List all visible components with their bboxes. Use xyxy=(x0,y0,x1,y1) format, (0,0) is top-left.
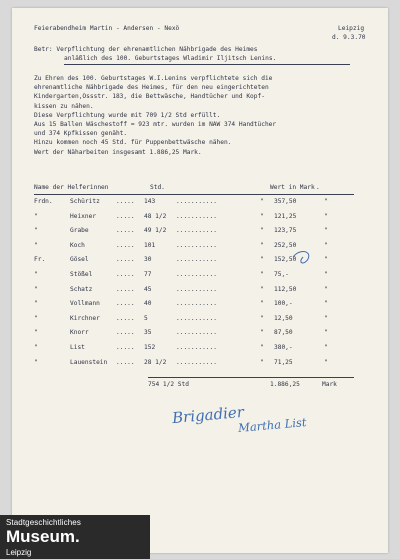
row-name: List xyxy=(70,344,85,351)
row-ditto: " xyxy=(324,198,328,205)
row-value: 112,50 xyxy=(274,285,297,293)
row-leader: ..... xyxy=(116,256,135,264)
col-header-hours: Std. xyxy=(150,184,165,191)
row-hours: 30 xyxy=(144,256,152,264)
row-value: 252,50 xyxy=(274,241,297,249)
row-title: Fr. xyxy=(34,256,46,264)
row-hours: 35 xyxy=(144,329,152,337)
row-value: 380,- xyxy=(274,344,293,351)
total-value: 1.886,25 xyxy=(270,381,300,388)
row-title: " xyxy=(34,344,38,351)
row-ditto: " xyxy=(324,271,328,278)
logo-line-2: Museum. xyxy=(6,527,80,546)
total-rule xyxy=(148,377,354,378)
row-leader: ........... xyxy=(176,314,217,322)
row-ditto: " xyxy=(260,271,264,278)
total-hours: 754 1/2 Std xyxy=(148,381,189,388)
row-leader: ..... xyxy=(116,285,135,293)
date: d. 9.3.70 xyxy=(332,34,366,41)
row-leader: ........... xyxy=(176,227,217,235)
row-value: 87,50 xyxy=(274,329,293,337)
row-leader: ........... xyxy=(176,271,217,278)
logo-line-3: Leipzig xyxy=(6,548,32,557)
row-leader: ........... xyxy=(176,241,217,249)
row-leader: ..... xyxy=(116,241,135,249)
sender: Feierabendheim Martin - Andersen - Nexö xyxy=(34,25,180,32)
row-ditto: " xyxy=(324,256,328,264)
row-name: Koch xyxy=(70,241,85,249)
row-leader: ........... xyxy=(176,256,217,264)
row-title: " xyxy=(34,271,38,278)
row-ditto: " xyxy=(260,344,264,351)
row-leader: ..... xyxy=(116,227,135,235)
col-header-value: Wert in Mark xyxy=(270,184,315,191)
subject-line-1: Betr: Verpflichtung der ehrenamtlichen Nähbrigade des Heimes xyxy=(34,46,258,53)
row-leader: ........... xyxy=(176,329,217,337)
header-rule xyxy=(34,194,354,195)
row-hours: 101 xyxy=(144,241,156,249)
row-ditto: " xyxy=(260,358,264,366)
row-title: " xyxy=(34,285,38,293)
body-line: Zu Ehren des 100. Geburtstages W.I.Lenins verpflichtete sich die xyxy=(34,75,273,82)
row-title: Frdn. xyxy=(34,198,53,205)
row-name: Vollmann xyxy=(70,300,100,308)
row-ditto: " xyxy=(324,329,328,337)
row-value: 123,75 xyxy=(274,227,297,235)
row-name: Gösel xyxy=(70,256,89,264)
row-value: 100,- xyxy=(274,300,293,308)
row-title: " xyxy=(34,314,38,322)
subject-line-2: anläßlich des 100. Geburtstages Wladimir Iljitsch Lenins. xyxy=(64,55,277,62)
row-name: Schüritz xyxy=(70,198,100,205)
row-ditto: " xyxy=(324,300,328,308)
row-ditto: " xyxy=(260,256,264,264)
total-currency: Mark xyxy=(322,381,337,388)
row-hours: 40 xyxy=(144,300,152,308)
subject-underline xyxy=(64,64,350,65)
body-line: Aus 15 Ballen Wäschestoff = 923 mtr. wurden im NAW 374 Handtücher xyxy=(34,121,277,128)
row-name: Stößel xyxy=(70,271,93,278)
row-leader: ..... xyxy=(116,344,135,351)
row-ditto: " xyxy=(324,227,328,235)
row-ditto: " xyxy=(260,227,264,235)
row-hours: 77 xyxy=(144,271,152,278)
row-value: 121,25 xyxy=(274,212,297,220)
row-leader: ........... xyxy=(176,358,217,366)
row-ditto: " xyxy=(324,212,328,220)
row-leader: ..... xyxy=(116,314,135,322)
row-hours: 5 xyxy=(144,314,148,322)
row-title: " xyxy=(34,358,38,366)
row-hours: 49 1/2 xyxy=(144,227,167,235)
row-ditto: " xyxy=(324,358,328,366)
row-name: Lauenstein xyxy=(70,358,108,366)
row-leader: ........... xyxy=(176,285,217,293)
row-leader: ........... xyxy=(176,212,217,220)
body-line: kissen zu nähen. xyxy=(34,102,94,110)
row-title: " xyxy=(34,300,38,308)
pencil-mark xyxy=(290,247,314,271)
row-ditto: " xyxy=(260,198,264,205)
body-line: und 374 Kpfkissen genäht. xyxy=(34,130,128,138)
row-hours: 45 xyxy=(144,285,152,293)
row-name: Schatz xyxy=(70,285,93,293)
body-line: Hinzu kommen noch 45 Std. für Puppenbettwäsche nähen. xyxy=(34,139,232,147)
signature-name: Martha List xyxy=(237,415,307,435)
row-ditto: " xyxy=(324,314,328,322)
row-ditto: " xyxy=(260,314,264,322)
row-leader: ..... xyxy=(116,329,135,337)
museum-logo xyxy=(0,515,150,559)
row-name: Knorr xyxy=(70,329,89,337)
row-leader: ........... xyxy=(176,300,217,308)
row-ditto: " xyxy=(260,285,264,293)
row-leader: ........... xyxy=(176,344,217,351)
row-leader: ..... xyxy=(116,198,135,205)
row-value: 71,25 xyxy=(274,358,293,366)
row-value: 12,50 xyxy=(274,314,293,322)
row-title: " xyxy=(34,329,38,337)
row-ditto: " xyxy=(324,241,328,249)
row-leader: ..... xyxy=(116,358,135,366)
city: Leipzig xyxy=(338,25,365,32)
row-value: 357,50 xyxy=(274,198,297,205)
signature-role: Brigadier xyxy=(171,402,245,428)
row-title: " xyxy=(34,241,38,249)
logo-line-1: Stadtgeschichtliches xyxy=(6,518,81,527)
row-name: Grabe xyxy=(70,227,89,235)
col-header-name: Name der Helferinnen xyxy=(34,184,109,191)
row-hours: 48 1/2 xyxy=(144,212,167,220)
row-ditto: " xyxy=(324,344,328,351)
row-ditto: " xyxy=(260,241,264,249)
row-ditto: " xyxy=(260,212,264,220)
body-line: Kindergarten,Ossstr. 183, die Bettwäsche, Handtücher und Kopf- xyxy=(34,93,265,101)
row-value: 152,50 xyxy=(274,256,297,264)
row-value: 75,- xyxy=(274,271,289,278)
row-hours: 28 1/2 xyxy=(144,358,167,366)
row-title: " xyxy=(34,212,38,220)
row-leader: ........... xyxy=(176,198,217,205)
row-ditto: " xyxy=(260,300,264,308)
body-line: Wert der Näharbeiten insgesamt 1.886,25 Mark. xyxy=(34,148,202,156)
row-hours: 152 xyxy=(144,344,156,351)
row-ditto: " xyxy=(324,285,328,293)
row-hours: 143 xyxy=(144,198,156,205)
document-page: Feierabendheim Martin - Andersen - Nexö Leipzig d. 9.3.70 Betr: Verpflichtung der ehrenamtlichen Nähbrigade des Heimes anläßlich des 100. Geburtstages Wladimir Iljitsch Lenins. Zu Ehren des 100. Geburtstages W.I.Lenins verpflichtete sich die ehrenamtliche Nähbrigade des Heimes, für den neu eingerichteten Kindergarten,Ossstr. 183, die Bettwäsche, Handtücher und Kopf- kissen zu nähen. Diese Verpflichtung wurde mit 709 1/2 Std erfüllt. Aus 15 Ballen Wäschestoff = 923 mtr. wurden im NAW 374 Handtücher und 374 Kpfkissen genäht. Hinzu kommen noch 45 Std. für Puppenbettwäsche nähen. Wert der Näharbeiten insgesamt 1.886,25 Mark. Name der Helferinnen Std. Wert in Mark . Frdn. Schüritz ..... 143 ........... " 357,50 " " Heixner ..... 48 1/2 ........... " 121,25 " " Grabe ..... 49 1/2 ........... " 123,75 " " Koch ..... 101 ........... " 252,50 " Fr. Gösel ..... 30 ........... " 152,50 " " Stößel ..... 77 ........... " 75,- " " Schatz ..... 45 ........... " 112,50 " " Vollmann ..... 40 ........... " 100,- " " Kirchner ..... 5 ........... " 12,50 " " Knorr ..... 35 ........... " 87,50 " " List ..... 152 ........... " 380,- " " Lauenstein ..... 28 1/2 ........... " 71,25 " 754 1/2 Std 1.886,25 Mark Brigadier Martha List xyxy=(12,8,388,553)
body-line: Diese Verpflichtung wurde mit 709 1/2 Std erfüllt. xyxy=(34,111,221,119)
row-leader: ..... xyxy=(116,271,135,278)
body-line: ehrenamtliche Nähbrigade des Heimes, für den neu eingerichteten xyxy=(34,84,269,92)
row-name: Heixner xyxy=(70,212,97,220)
row-name: Kirchner xyxy=(70,314,100,322)
row-ditto: " xyxy=(260,329,264,337)
row-title: " xyxy=(34,227,38,235)
row-leader: ..... xyxy=(116,300,135,308)
row-leader: ..... xyxy=(116,212,135,220)
